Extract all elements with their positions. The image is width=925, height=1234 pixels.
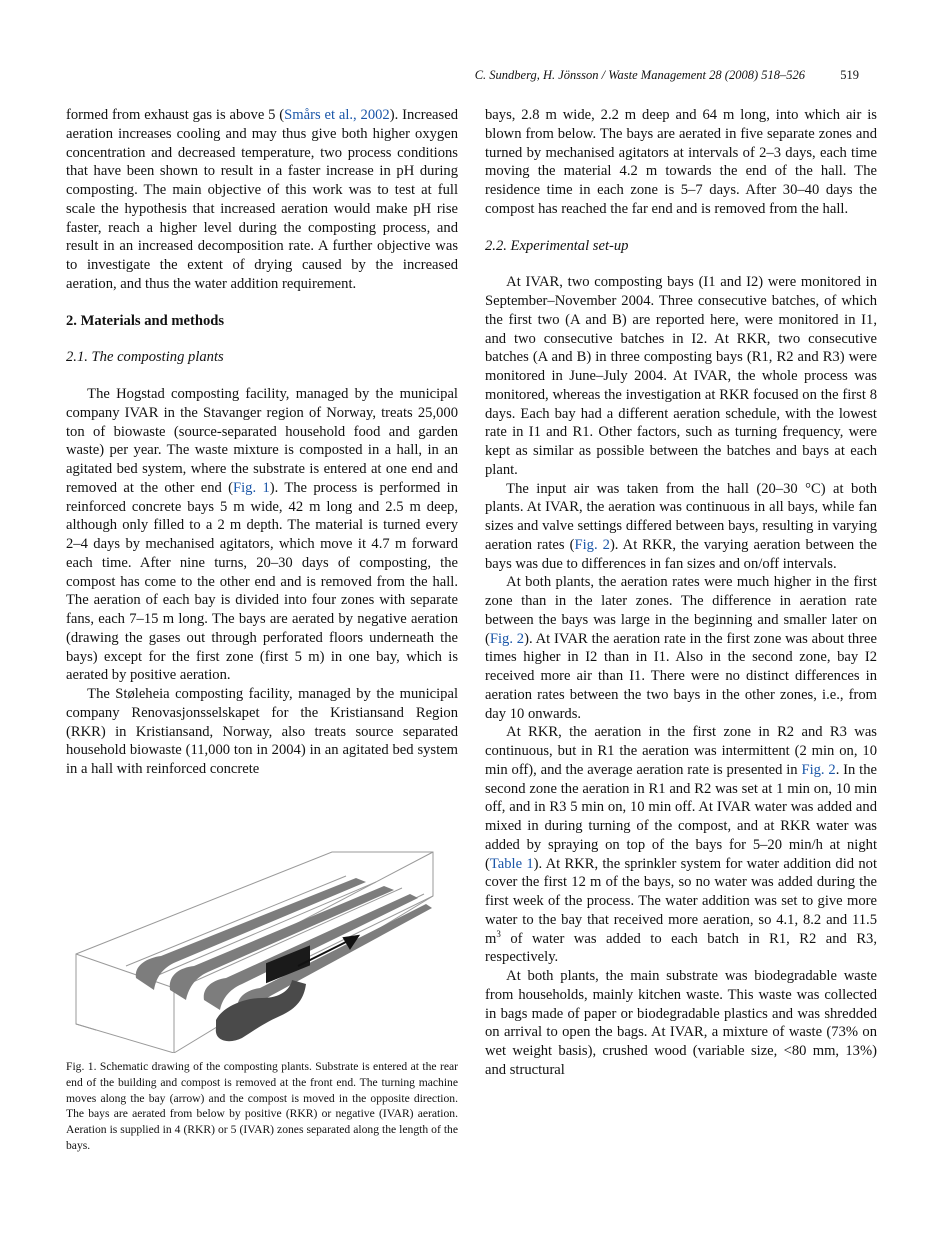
paragraph-intro-end: formed from exhaust gas is above 5 (Smårs et al., 2002). Increased aeration increases cooling and may thus give both higher oxygen concentration and decreased temperature, two process conditions that have been shown to result in a faster increase in pH during composting. The main objective of this work was to test at full scale the hypothesis that increased aeration would make pH rise faster, reach a higher level during the composting process, and result in an increased decomposition rate. A further objective was to investigate the extent of drying caused by the increased aeration, and thus the water addition requirement.	[66, 107, 458, 292]
page-number: 519	[840, 68, 859, 82]
paragraph-hogstad: The Hogstad composting facility, managed by the municipal company IVAR in the Stavanger region of Norway, treats 25,000 ton of biowaste (source-separated household food and garden waste) per year. The waste mixture is composted in a hall, in an agitated bed system, where the substrate is entered at one end and removed at the other end (Fig. 1). The process is performed in reinforced concrete bays 5 m wide, 42 m long and 2.5 m deep, although only filled to a 2 m depth. The material is turned every 2–4 days by mechanised agitators, which move it 4.7 m forward each time. After nine turns, 20–30 days of composting, the compost has come to the other end and is removed from the hall. The aeration of each bay is divided into four zones with separate fans, each 7–15 m long. The bays are aerated by negative aeration (drawing the gases out through perforated floors underneath the bays) except for the first zone (first 5 m) in one bay, which is aerated by positive aeration.	[66, 386, 459, 684]
paragraph-monitoring: At IVAR, two composting bays (I1 and I2) were monitored in September–November 2004. Three consecutive batches, of which the first two (A and B) are reported here, were monitored in I1, and two consecutive batches in I2. At RKR, two consecutive batches (A and B) in three composting bays (R1, R2 and R3) were monitored in June–July 2004. At IVAR, the whole process was monitored, whereas the investigation at RKR focused on the first 8 days. Each bay had a different aeration schedule, with the lowest rate in I1 and R1. Other factors, such as turning frequency, were kept as similar as possible between the batches and bays at each plant.	[485, 274, 877, 478]
paragraph-input-air: The input air was taken from the hall (20–30 °C) at both plants. At IVAR, the aeration was continuous in all bays, while fan sizes and valve settings differed between bays, resulting in varying aeration rates (Fig. 2). At RKR, the varying aeration between the bays was due to differences in fan sizes and on/off intervals.	[485, 480, 878, 572]
section-title-materials-methods: 2. Materials and methods	[66, 312, 225, 329]
running-title: C. Sundberg, H. Jönsson / Waste Management 28 (2008) 518–526	[474, 68, 805, 82]
page-header	[0, 68, 925, 88]
paragraph-substrate: At both plants, the main substrate was biodegradable waste from households, mainly kitchen waste. This waste was collected in bags made of paper or biodegradable plastics and was shredded on arrival to open the bags. At IVAR, a mixture of waste (73% on wet weight basis), crushed wood (variable size, <80 mm, 13%) and structural	[485, 968, 877, 1078]
figure-link-fig1[interactable]: Fig. 1	[233, 479, 270, 496]
figure-link-fig2-b[interactable]: Fig. 2	[489, 630, 525, 647]
paragraph-stoleheia: The Støleheia composting facility, managed by the municipal company Renovasjonsselskapet for the Kristiansand Region (RKR) in Kristiansand, Norway, also treats source separated household biowaste (11,000 ton in 2004) in an agitated bed system in a hall with reinforced concrete	[66, 686, 458, 777]
paragraph-aeration-rates: At both plants, the aeration rates were much higher in the first zone than in the later zones. The difference in aeration rate between the bays was large in the beginning and smaller later on (Fig. 2). At IVAR the aeration rate in the first zone was about three times higher in I2 than in I1. Also in the second zone, bay I2 received more air than I1. There were no distinct differences in aeration rates between the two bays in the other zones, i.e., from day 10 onwards.	[485, 574, 877, 722]
composting-plant-schematic	[66, 848, 458, 1053]
citation-link-smars[interactable]: Smårs et al., 2002	[284, 107, 390, 123]
subsection-title-experimental-setup: 2.2. Experimental set-up	[485, 237, 629, 254]
paragraph-rkr-aeration: At RKR, the aeration in the first zone in R2 and R3 was continuous, but in R1 the aeration was intermittent (2 min on, 10 min off), and the average aeration rate is presented in Fig. 2. In the second zone the aeration in R1 and R2 was set at 1 min on, 10 min off, and in R3 5 min on, 10 min off. At IVAR water was added and mixed in during turning of the compost, and at RKR water was added by spraying on top of the bays for 5–20 min/h at night (Table 1). At RKR, the sprinkler system for water addition did not cover the first 12 m of the bays, so no water was added during the first week of the process. The water addition was set to give more water to the bay that received more aeration, so 4.1, 8.2 and 11.5 $m^3$ of water was added to each batch in R1, R2 and R3, respectively.	[485, 724, 878, 966]
paragraph-stoleheia-cont: bays, 2.8 m wide, 2.2 m deep and 64 m long, into which air is blown from below. The bays are aerated in five separate zones and turned by mechanised agitators at intervals of 2–3 days, each time moving the material 4.2 m towards the end of the hall. The residence time in each zone is 5–7 days. After 30–40 days the compost has reached the far end and is removed from the hall.	[485, 107, 877, 217]
figure-link-fig2-c[interactable]: Fig. 2	[801, 761, 836, 778]
subsection-title-composting-plants: 2.1. The composting plants	[66, 349, 224, 366]
table-link-table1[interactable]: Table 1	[489, 855, 534, 872]
left-column	[66, 106, 458, 779]
right-column	[485, 106, 877, 1080]
figure-link-fig2-a[interactable]: Fig. 2	[574, 536, 610, 553]
figure-1	[66, 848, 458, 1053]
figure-1-caption: Fig. 1. Schematic drawing of the composting plants. Substrate is entered at the rear end of the building and compost is removed at the front end. The turning machine moves along the bay (arrow) and the compost is moved in the opposite direction. The bays are aerated from below by positive (RKR) or negative (IVAR) aeration. Aeration is supplied in 4 (RKR) or 5 (IVAR) zones separated along the length of the bays.	[66, 1060, 458, 1152]
